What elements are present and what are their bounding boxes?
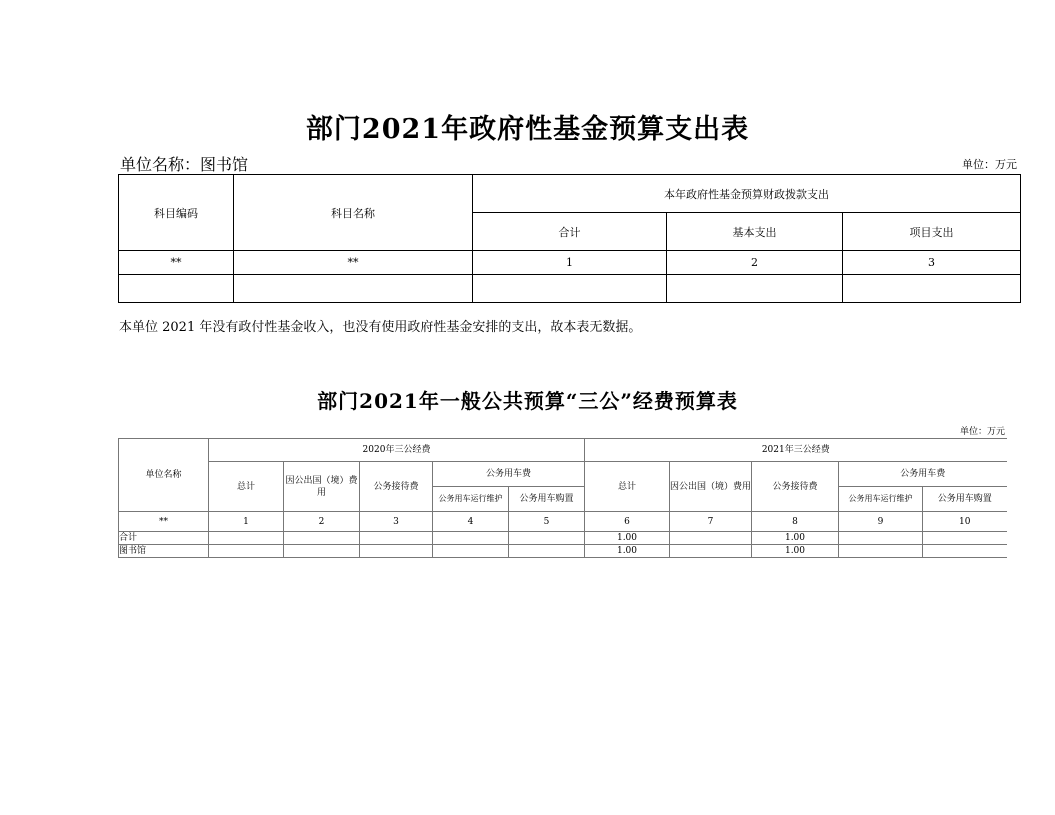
index-cell: 4 (433, 512, 509, 532)
empty-cell (234, 275, 473, 303)
data-cell (284, 532, 360, 545)
table-row (119, 275, 1021, 303)
header-unit-name: 单位名称 (119, 439, 209, 512)
table-row (119, 251, 1021, 275)
no-data-note: 本单位 2021 年没有政付性基金收入，也没有使用政府性基金安排的支出，故本表无数据。 (119, 320, 642, 335)
index-cell: 1 (209, 512, 284, 532)
data-cell: 1.00 (585, 532, 670, 545)
data-cell (670, 532, 752, 545)
index-cell: 3 (843, 251, 1021, 275)
index-cell: ** (119, 512, 209, 532)
header-abroad-2021: 因公出国（境）费用 (670, 462, 752, 512)
page-title-three-public: 部门2021年一般公共预算“三公”经费预算表 (317, 389, 738, 413)
data-cell (839, 545, 923, 558)
header-total-2020: 总计 (209, 462, 284, 512)
header-subject-code: 科目编码 (119, 175, 234, 251)
index-cell: ** (234, 251, 473, 275)
index-cell: 7 (670, 512, 752, 532)
data-cell (433, 532, 509, 545)
header-project: 项目支出 (843, 213, 1021, 251)
data-cell (923, 532, 1007, 545)
unit-name: 单位名称：图书馆 (120, 155, 249, 174)
unit-label: 单位：万元 (959, 427, 1005, 437)
index-cell: 8 (752, 512, 839, 532)
row-label-total: 合计 (119, 532, 209, 545)
header-vehicle-buy-2020: 公务用车购置 (509, 487, 585, 512)
data-cell (509, 545, 585, 558)
index-cell: 10 (923, 512, 1007, 532)
data-cell (923, 545, 1007, 558)
index-cell: 6 (585, 512, 670, 532)
data-cell (670, 545, 752, 558)
data-cell: 1.00 (585, 545, 670, 558)
header-vehicle-ops-2020: 公务用车运行维护 (433, 487, 509, 512)
three-public-table (118, 438, 1007, 558)
header-vehicle-2020: 公务用车费 (433, 462, 585, 487)
header-reception-2021: 公务接待费 (752, 462, 839, 512)
index-cell: ** (119, 251, 234, 275)
data-cell: 1.00 (752, 545, 839, 558)
header-fund-expenditure: 本年政府性基金预算财政拨款支出 (473, 175, 1021, 213)
empty-cell (473, 275, 667, 303)
header-vehicle-2021: 公务用车费 (839, 462, 1007, 487)
header-2020-group: 2020年三公经费 (209, 439, 585, 462)
index-cell: 5 (509, 512, 585, 532)
data-cell (360, 545, 433, 558)
empty-cell (667, 275, 843, 303)
empty-cell (119, 275, 234, 303)
header-abroad-2020: 因公出国（境）费用 (284, 462, 360, 512)
header-2021-group: 2021年三公经费 (585, 439, 1007, 462)
row-label-library: 图书馆 (119, 545, 209, 558)
data-cell (209, 545, 284, 558)
header-subject-name: 科目名称 (234, 175, 473, 251)
data-cell (839, 532, 923, 545)
header-vehicle-ops-2021: 公务用车运行维护 (839, 487, 923, 512)
page-title-fund-budget: 部门2021年政府性基金预算支出表 (305, 114, 750, 145)
header-total: 合计 (473, 213, 667, 251)
data-cell (209, 532, 284, 545)
header-basic: 基本支出 (667, 213, 843, 251)
fund-budget-table (118, 174, 1021, 303)
empty-cell (843, 275, 1021, 303)
index-cell: 3 (360, 512, 433, 532)
header-vehicle-buy-2021: 公务用车购置 (923, 487, 1007, 512)
unit-label: 单位：万元 (962, 158, 1017, 171)
data-cell: 1.00 (752, 532, 839, 545)
data-cell (284, 545, 360, 558)
index-cell: 9 (839, 512, 923, 532)
header-reception-2020: 公务接待费 (360, 462, 433, 512)
data-cell (433, 545, 509, 558)
table-row (119, 545, 1007, 558)
index-cell: 1 (473, 251, 667, 275)
index-cell: 2 (667, 251, 843, 275)
table-row (119, 512, 1007, 532)
table-row (119, 532, 1007, 545)
header-total-2021: 总计 (585, 462, 670, 512)
data-cell (360, 532, 433, 545)
data-cell (509, 532, 585, 545)
index-cell: 2 (284, 512, 360, 532)
